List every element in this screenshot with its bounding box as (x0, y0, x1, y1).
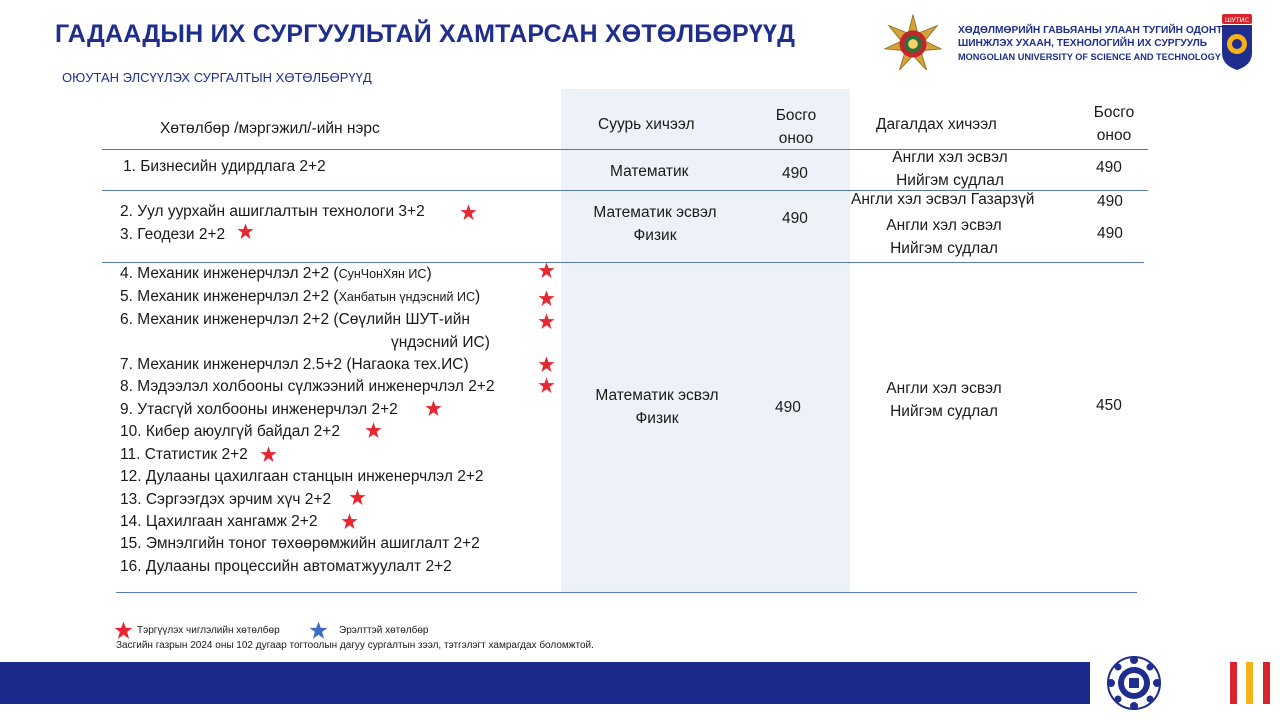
group2-base-line1: Математик эсвэл (593, 204, 717, 221)
header-threshold1 (760, 104, 832, 150)
group3-base-line2: Физик (635, 410, 679, 427)
program-1: 1. Бизнесийн удирдлага 2+2 (123, 158, 326, 175)
red-star-icon (365, 422, 382, 439)
group1-threshold2: 490 (1096, 159, 1122, 176)
legend-demand-label: Эрэлттэй хөтөлбөр (339, 625, 429, 636)
group3-threshold1: 490 (775, 399, 801, 416)
legend-note: Засгийн газрын 2024 оны 102 дугаар тогтоолын дагуу сургалтын зээл, тэтгэлэгт хамрагдах боломжтой. (116, 640, 594, 651)
header-program: Хөтөлбөр /мэргэжил/-ийн нэрс (160, 120, 380, 137)
red-star-icon (114, 621, 133, 640)
header-extra-subject: Дагалдах хичээл (876, 116, 997, 133)
program-13: 13. Сэргээгдэх эрчим хүч 2+2 (120, 491, 332, 508)
university-shield-icon (1221, 13, 1253, 71)
program-16: 16. Дулааны процессийн автоматжуулалт 2+2 (120, 558, 452, 575)
group2-extra-b (864, 214, 1024, 260)
group2-threshold2-b: 490 (1097, 225, 1123, 242)
program-4-partner: СунЧонХян ИС (338, 267, 427, 281)
program-6: 6. Механик инженерчлэл 2+2 (Сөүлийн ШУТ-ийн (120, 311, 470, 328)
group1-extra-line2: Нийгэм судлал (896, 172, 1004, 189)
program-3: 3. Геодези 2+2 (120, 226, 226, 243)
blue-star-icon (309, 621, 328, 640)
program-5-name: 5. Механик инженерчлэл 2+2 ( (120, 288, 339, 305)
program-7: 7. Механик инженерчлэл 2.5+2 (Нагаока тех.ИС) (120, 356, 469, 373)
program-14: 14. Цахилгаан хангамж 2+2 (120, 513, 318, 530)
group2-threshold2-a: 490 (1097, 193, 1123, 210)
group2-extra-b-line2: Нийгэм судлал (890, 240, 998, 257)
group2-extra-a: Англи хэл эсвэл Газарзүй (851, 191, 1035, 208)
group3-threshold2: 450 (1096, 397, 1122, 414)
red-star-icon (237, 223, 254, 240)
group1-extra-subject (870, 146, 1030, 192)
program-12: 12. Дулааны цахилгаан станцын инженерчлэл 2+2 (120, 468, 484, 485)
red-star-icon (538, 377, 555, 394)
red-star-icon (538, 313, 555, 330)
group2-base-subject (575, 201, 735, 247)
red-star-icon (538, 290, 555, 307)
rule-bottom (116, 592, 1137, 593)
shield-label: ШУТИС (1224, 15, 1250, 24)
group2-threshold1: 490 (782, 210, 808, 227)
group1-base-subject: Математик (610, 163, 689, 180)
group3-base-line1: Математик эсвэл (595, 387, 719, 404)
page-subtitle: ОЮУТАН ЭЛСҮҮЛЭХ СУРГАЛТЫН ХӨТӨЛБӨРҮҮД (62, 70, 372, 85)
program-4-close: ) (426, 265, 432, 282)
footer-stripe-red-1 (1230, 662, 1237, 704)
red-star-icon (260, 446, 277, 463)
group3-extra-line1: Англи хэл эсвэл (886, 380, 1002, 397)
header-threshold2 (1078, 101, 1150, 147)
header-threshold2-line1: Босго (1093, 104, 1135, 121)
program-6-cont: үндэсний ИС) (391, 334, 490, 351)
footer-stripe-red-2 (1263, 662, 1270, 704)
university-name-line1: ХӨДӨЛМӨРИЙН ГАВЬЯАНЫ УЛААН ТУГИЙН ОДОНТ (958, 25, 1223, 36)
university-name-line2: ШИНЖЛЭХ УХААН, ТЕХНОЛОГИЙН ИХ СУРГУУЛЬ (958, 38, 1208, 49)
group3-base-subject (577, 384, 737, 430)
program-2: 2. Уул уурхайн ашиглалтын технологи 3+2 (120, 203, 425, 220)
header-threshold1-line2: оноо (778, 130, 814, 147)
program-4-name: 4. Механик инженерчлэл 2+2 ( (120, 265, 339, 282)
footer-bar (0, 662, 1090, 704)
legend-priority-label: Тэргүүлэх чиглэлийн хөтөлбөр (137, 625, 280, 636)
red-star-icon (460, 204, 477, 221)
program-8: 8. Мэдээлэл холбооны сүлжээний инженерчлэл 2+2 (120, 378, 495, 395)
red-star-icon (349, 489, 366, 506)
group3-extra-subject (864, 377, 1024, 423)
university-name-line3: MONGOLIAN UNIVERSITY OF SCIENCE AND TECHNOLOGY (958, 52, 1221, 62)
program-11: 11. Статистик 2+2 (120, 446, 248, 463)
program-5 (120, 285, 480, 309)
group1-extra-line1: Англи хэл эсвэл (892, 149, 1008, 166)
red-star-icon (425, 400, 442, 417)
program-9: 9. Утасгүй холбооны инженерчлэл 2+2 (120, 401, 398, 418)
program-15: 15. Эмнэлгийн тоног төхөөрөмжийн ашиглалт 2+2 (120, 535, 480, 552)
university-emblem-icon (1098, 652, 1170, 714)
program-5-close: ) (474, 288, 481, 305)
red-star-icon (538, 356, 555, 373)
program-4 (120, 262, 432, 286)
header-threshold1-line1: Босго (775, 107, 817, 124)
order-medal-icon (884, 14, 942, 72)
group2-extra-b-line1: Англи хэл эсвэл (886, 217, 1002, 234)
group3-extra-line2: Нийгэм судлал (890, 403, 998, 420)
program-5-partner: Ханбатын үндэсний ИС (338, 290, 475, 304)
group2-base-line2: Физик (633, 227, 677, 244)
header-threshold2-line2: оноо (1096, 127, 1132, 144)
group1-threshold1: 490 (782, 165, 808, 182)
program-10: 10. Кибер аюулгүй байдал 2+2 (120, 423, 340, 440)
red-star-icon (538, 262, 555, 279)
footer-stripe-yellow (1246, 662, 1253, 704)
university-name (958, 24, 1222, 64)
red-star-icon (341, 513, 358, 530)
page-title: ГАДААДЫН ИХ СУРГУУЛЬТАЙ ХАМТАРСАН ХӨТӨЛБӨРҮҮД (55, 20, 796, 48)
header-base-subject: Суурь хичээл (598, 116, 695, 133)
